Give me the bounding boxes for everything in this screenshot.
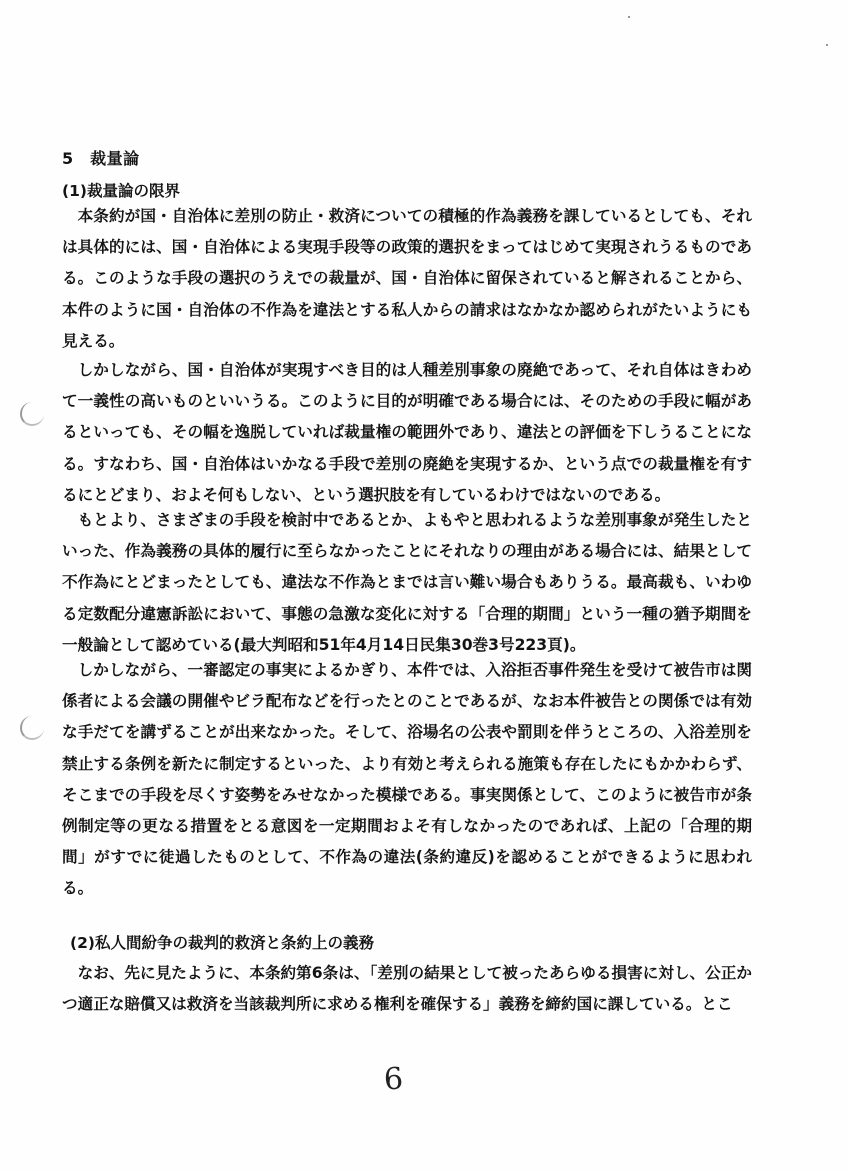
page-number: 6 <box>382 1061 405 1098</box>
subsection-title: (2)私人間紛争の裁判的救済と条約上の義務 <box>70 934 374 952</box>
punch-hole-mark <box>20 716 44 740</box>
scan-speck <box>826 44 828 46</box>
body-paragraph: 本条約が国・自治体に差別の防止・救済についての積極的作為義務を課しているとしても、それは具体的には、国・自治体による実現手段等の政策的選択をまってはじめて実現されうるものである。このような手段の選択のうえでの裁量が、国・自治体に留保されていると解されることから、本件のように国・自治体の不作為を違法とする私人からの請求はなかなか認められがたいようにも見える。 <box>62 207 752 350</box>
body-paragraph: もとより、さまざまの手段を検討中であるとか、よもやと思われるような差別事象が発生したといった、作為義務の具体的履行に至らなかったことにそれなりの理由がある場合には、結果として不作為にとどまったとしても、違法な不作為とまでは言い難い場合もありうる。最高裁も、いわゆる定数配分違憲訴訟において、事態の急激な変化に対する「合理的期間」という一種の猶予期間を一般論として認めている(最大判昭和51年4月14日民集30巻3号223頁)。 <box>62 511 752 654</box>
body-paragraph: しかしながら、一審認定の事実によるかぎり、本件では、入浴拒否事件発生を受けて被告市は関係者による会議の開催やビラ配布などを行ったとのことであるが、なお本件被告との関係では有効な手だてを講ずることが出来なかった。そして、浴場名の公表や罰則を伴うところの、入浴差別を禁止する条例を新たに制定するといった、より有効と考えられる施策も存在したにもかかわらず、そこまでの手段を尽くす姿勢をみせなかった模様である。事実関係として、このように被告市が条例制定等の更なる措置をとる意図を一定期間およそ有しなかったのであれば、上記の「合理的期間」がすでに徒過したものとして、不作為の違法(条約違反)を認めることができるように思われる。 <box>62 661 752 898</box>
section-title: 5 裁量論 <box>62 149 140 168</box>
subsection-title: (1)裁量論の限界 <box>62 182 180 200</box>
scan-speck <box>628 16 630 18</box>
body-paragraph: しかしながら、国・自治体が実現すべき目的は人種差別事象の廃絶であって、それ自体はきわめて一義性の高いものといいうる。このように目的が明確である場合には、そのための手段に幅があるといっても、その幅を逸脱していれば裁量権の範囲外であり、違法との評価を下しうることになる。すなわち、国・自治体はいかなる手段で差別の廃絶を実現するか、という点での裁量権を有するにとどまり、およそ何もしない、という選択肢を有しているわけではないのである。 <box>62 361 752 504</box>
body-paragraph: なお、先に見たように、本条約第6条は、「差別の結果として被ったあらゆる損害に対し、公正かつ適正な賠償又は救済を当該裁判所に求める権利を確保する」義務を締約国に課している。とこ <box>62 964 752 1014</box>
punch-hole-mark <box>20 402 44 426</box>
